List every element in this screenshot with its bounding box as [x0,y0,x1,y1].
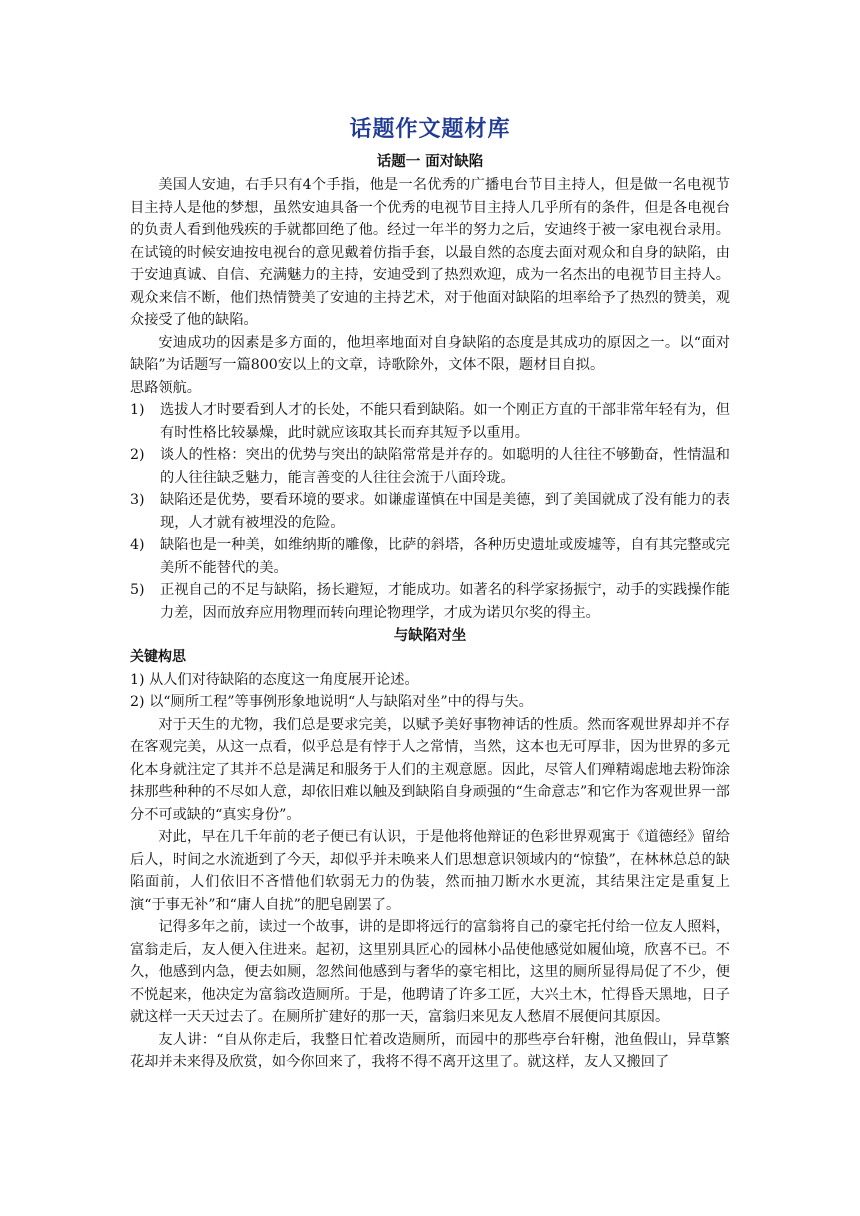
essay-heading: 与缺陷对坐 [393,627,467,644]
essay-paragraph: 记得多年之前，读过一个故事，讲的是即将远行的富翁将自己的豪宅托付给一位友人照料，富翁走后，友人便入住进来。起初，这里别具匠心的园林小品使他感觉如履仙境，欣喜不已。不久，他感到内急，便去如厕，忽然间他感到与奢华的豪宅相比，这里的厕所显得局促了不少，便不悦起来，他决定为富翁改造厕所。于是，他聘请了许多工匠，大兴土木，忙得昏天黑地，日子就这样一天天过去了。在厕所扩建好的那一天，富翁归来见友人愁眉不展便问其原因。 [130,919,730,1025]
intro-paragraph: 安迪成功的因素是多方面的，他坦率地面对自身缺陷的态度是其成功的原因之一。以“面对缺陷”为话题写一篇800安以上的文章，诗歌除外，文体不限，题材目自拟。 [130,334,730,373]
list-item [130,444,730,489]
list-text: 缺陷还是优势，要看环境的要求。如谦虚谨慎在中国是美德，到了美国就成了没有能力的表现，人才就有被埋没的危险。 [160,492,730,531]
list-text: 选拔人才时要看到人才的长处，不能只看到缺陷。如一个刚正方直的干部非常年轻有为，但有时性格比较暴燥，此时就应该取其长而弃其短予以重用。 [160,402,730,441]
guide-label: 思路领航。 [130,379,201,396]
document-title: 话题作文题材库 [349,116,511,142]
essay-paragraph: 对此，早在几千年前的老子便已有认识，于是他将他辩证的色彩世界观寓于《道德经》留给后人，时间之水流逝到了今天，却似乎并未唤来人们思想意识领域内的“惊蛰”，在林林总总的缺陷面前，人们依旧不吝惜他们软弱无力的伪装，然而抽刀断水水更流，其结果注定是重复上演“于事无补”和“庸人自扰”的肥皂剧罢了。 [130,829,730,913]
essay-paragraph: 对于天生的尤物，我们总是要求完美，以赋予美好事物神话的性质。然而客观世界却并不存在客观完美，从这一点看，似乎总是有悖于人之常情，当然，这本也无可厚非，因为世界的多元化本身就注定了其并不总是满足和服务于人们的主观意愿。因此，尽管人们殚精竭虑地去粉饰涂抹那些种种的不尽如人意，却依旧难以触及到缺陷自身顽强的“生命意志”和它作为客观世界一部分不可或缺的“真实身份”。 [130,716,730,823]
list-item: 2) 以“厕所工程”等事例形象地说明“人与缺陷对坐”中的得与失。 [130,694,533,710]
list-text: 正视自己的不足与缺陷，扬长避短，才能成功。如著名的科学家扬振宁，动手的实践操作能力差，因而放弃应用物理而转向理论物理学，才成为诺贝尔奖的得主。 [160,582,730,621]
intro-paragraph: 美国人安迪，右手只有4个手指，他是一名优秀的广播电台节目主持人，但是做一名电视节目主持人是他的梦想，虽然安迪具备一个优秀的电视节目主持人几乎所有的条件，但是各电视台的负责人看到他残疾的手就都回绝了他。经过一年半的努力之后，安迪终于被一家电视台录用。在试镜的时候安迪按电视台的意见戴着仿指手套，以最自然的态度去面对观众和自身的缺陷，由于安迪真诚、自信、充满魅力的主持，安迪受到了热烈欢迎，成为一名杰出的电视节目主持人。观众来信不断，他们热情赞美了安迪的主持艺术，对于他面对缺陷的坦率给予了热烈的赞美，观众接受了他的缺陷。 [130,177,730,328]
list-item [130,579,730,624]
list-number: 2) [130,447,145,463]
key-ideas-list [130,669,730,714]
guide-list [130,399,730,624]
topic-intro [130,174,730,624]
list-text: 谈人的性格：突出的优势与突出的缺陷常常是并存的。如聪明的人往往不够勤奋，性情温和的人往往缺乏魅力，能言善变的人往往会流于八面玲珑。 [160,447,730,486]
list-number: 4) [130,537,145,553]
list-item [130,489,730,534]
key-ideas-label: 关键构思 [130,649,186,665]
list-number: 5) [130,582,145,598]
list-item: 1) 从人们对待缺陷的态度这一角度展开论述。 [130,671,419,688]
list-text: 缺陷也是一种美，如维纳斯的雕像，比萨的斜塔，各种历史遗址或废墟等，自有其完整或完美所不能替代的美。 [160,537,730,576]
list-number: 1) [130,402,145,418]
list-item [130,534,730,579]
list-item [130,399,730,444]
list-number: 3) [130,492,145,508]
topic-heading: 话题一 面对缺陷 [376,153,484,170]
essay-body [130,646,730,1074]
essay-paragraph: 友人讲：“自从你走后，我整日忙着改造厕所，而园中的那些亭台轩榭，池鱼假山，异草繁花却并未来得及欣赏，如今你回来了，我将不得不离开这里了。就这样，友人又搬回了 [130,1031,730,1070]
